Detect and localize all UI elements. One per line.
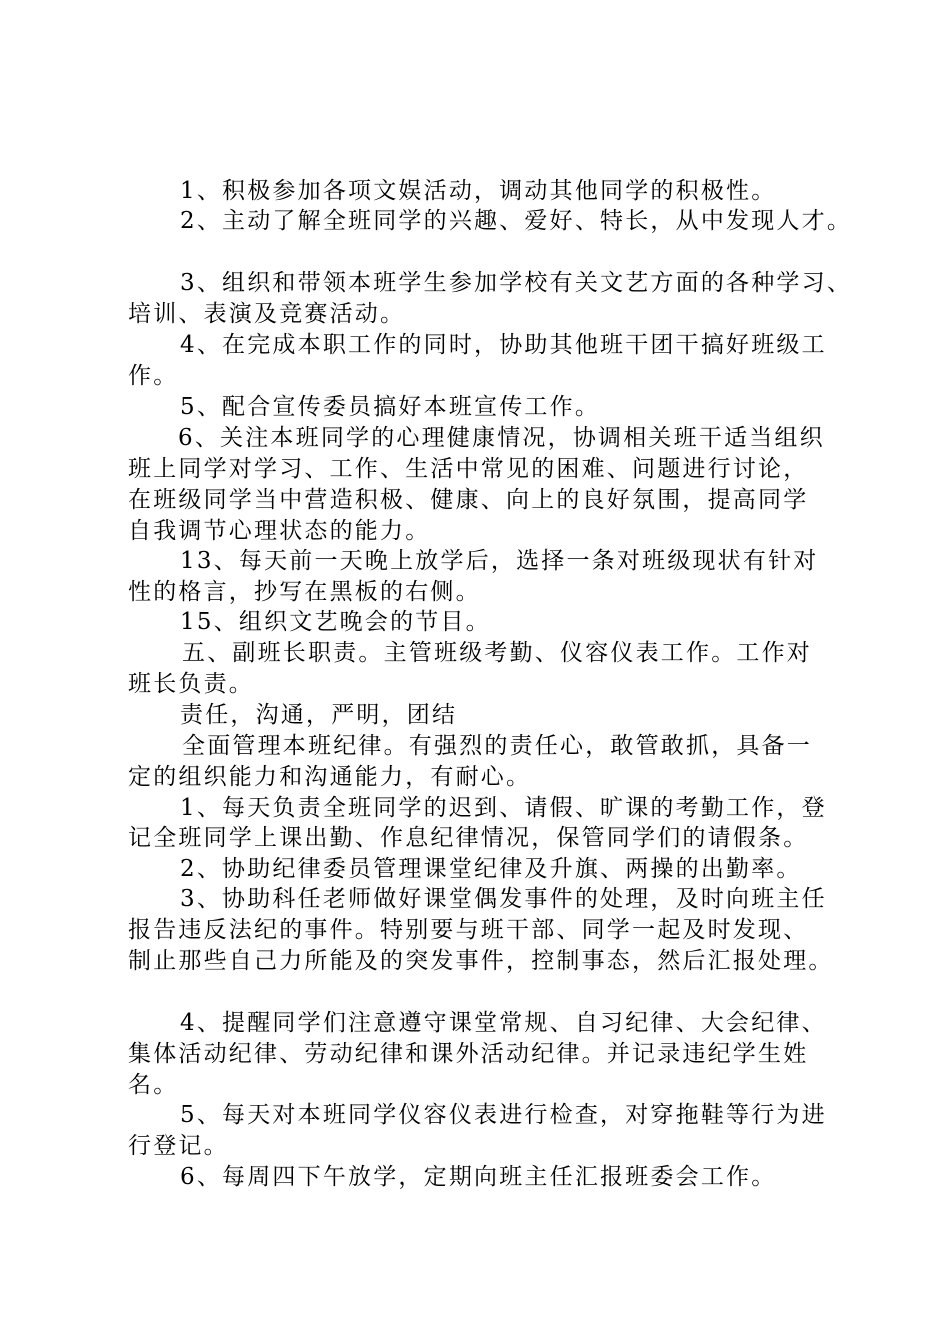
text-line: 2、主动了解全班同学的兴趣、爱好、特长，从中发现人才。 (180, 208, 853, 234)
text-line: 4、在完成本职工作的同时，协助其他班干团干搞好班级工 (180, 332, 827, 358)
text-line: 集体活动纪律、劳动纪律和课外活动纪律。并记录违纪学生姓 (128, 1041, 809, 1067)
text-line: 制止那些自己力所能及的突发事件，控制事态，然后汇报处理。 (128, 948, 834, 974)
text-line: 班上同学对学习、工作、生活中常见的困难、问题进行讨论， (128, 456, 809, 482)
text-line: 5、配合宣传委员搞好本班宣传工作。 (180, 394, 601, 420)
text-line: 1、积极参加各项文娱活动，调动其他同学的积极性。 (180, 178, 777, 204)
text-line: 13、每天前一天晚上放学后，选择一条对班级现状有针对 (180, 548, 819, 574)
text-line: 3、组织和带领本班学生参加学校有关文艺方面的各种学习、 (180, 270, 853, 296)
text-line: 记全班同学上课出勤、作息纪律情况，保管同学们的请假条。 (128, 825, 809, 851)
text-line: 定的组织能力和沟通能力，有耐心。 (128, 764, 532, 790)
text-line: 培训、表演及竞赛活动。 (128, 301, 406, 327)
text-line: 6、每周四下午放学，定期向班主任汇报班委会工作。 (180, 1164, 777, 1190)
text-line: 15、组织文艺晚会的节目。 (180, 609, 491, 635)
text-line: 名。 (128, 1072, 179, 1098)
text-line: 2、协助纪律委员管理课堂纪律及升旗、两操的出勤率。 (180, 856, 802, 882)
text-line: 全面管理本班纪律。有强烈的责任心，敢管敢抓，具备一 (182, 733, 812, 759)
text-line: 行登记。 (128, 1133, 229, 1159)
text-line: 自我调节心理状态的能力。 (128, 518, 431, 544)
text-line: 5、每天对本班同学仪容仪表进行检查，对穿拖鞋等行为进 (180, 1102, 827, 1128)
text-line: 班长负责。 (128, 671, 254, 697)
text-line: 6、关注本班同学的心理健康情况，协调相关班干适当组织 (178, 425, 825, 451)
text-line: 1、每天负责全班同学的迟到、请假、旷课的考勤工作，登 (180, 795, 827, 821)
text-line: 责任，沟通，严明，团结 (180, 702, 458, 728)
text-line: 3、协助科任老师做好课堂偶发事件的处理，及时向班主任 (180, 886, 827, 912)
text-line: 五、副班长职责。主管班级考勤、仪容仪表工作。工作对 (182, 640, 812, 666)
text-line: 4、提醒同学们注意遵守课堂常规、自习纪律、大会纪律、 (180, 1010, 827, 1036)
text-line: 性的格言，抄写在黑板的右侧。 (128, 579, 481, 605)
text-line: 报告违反法纪的事件。特别要与班干部、同学一起及时发现、 (128, 917, 809, 943)
text-line: 作。 (128, 363, 179, 389)
text-line: 在班级同学当中营造积极、健康、向上的良好氛围，提高同学 (128, 487, 809, 513)
